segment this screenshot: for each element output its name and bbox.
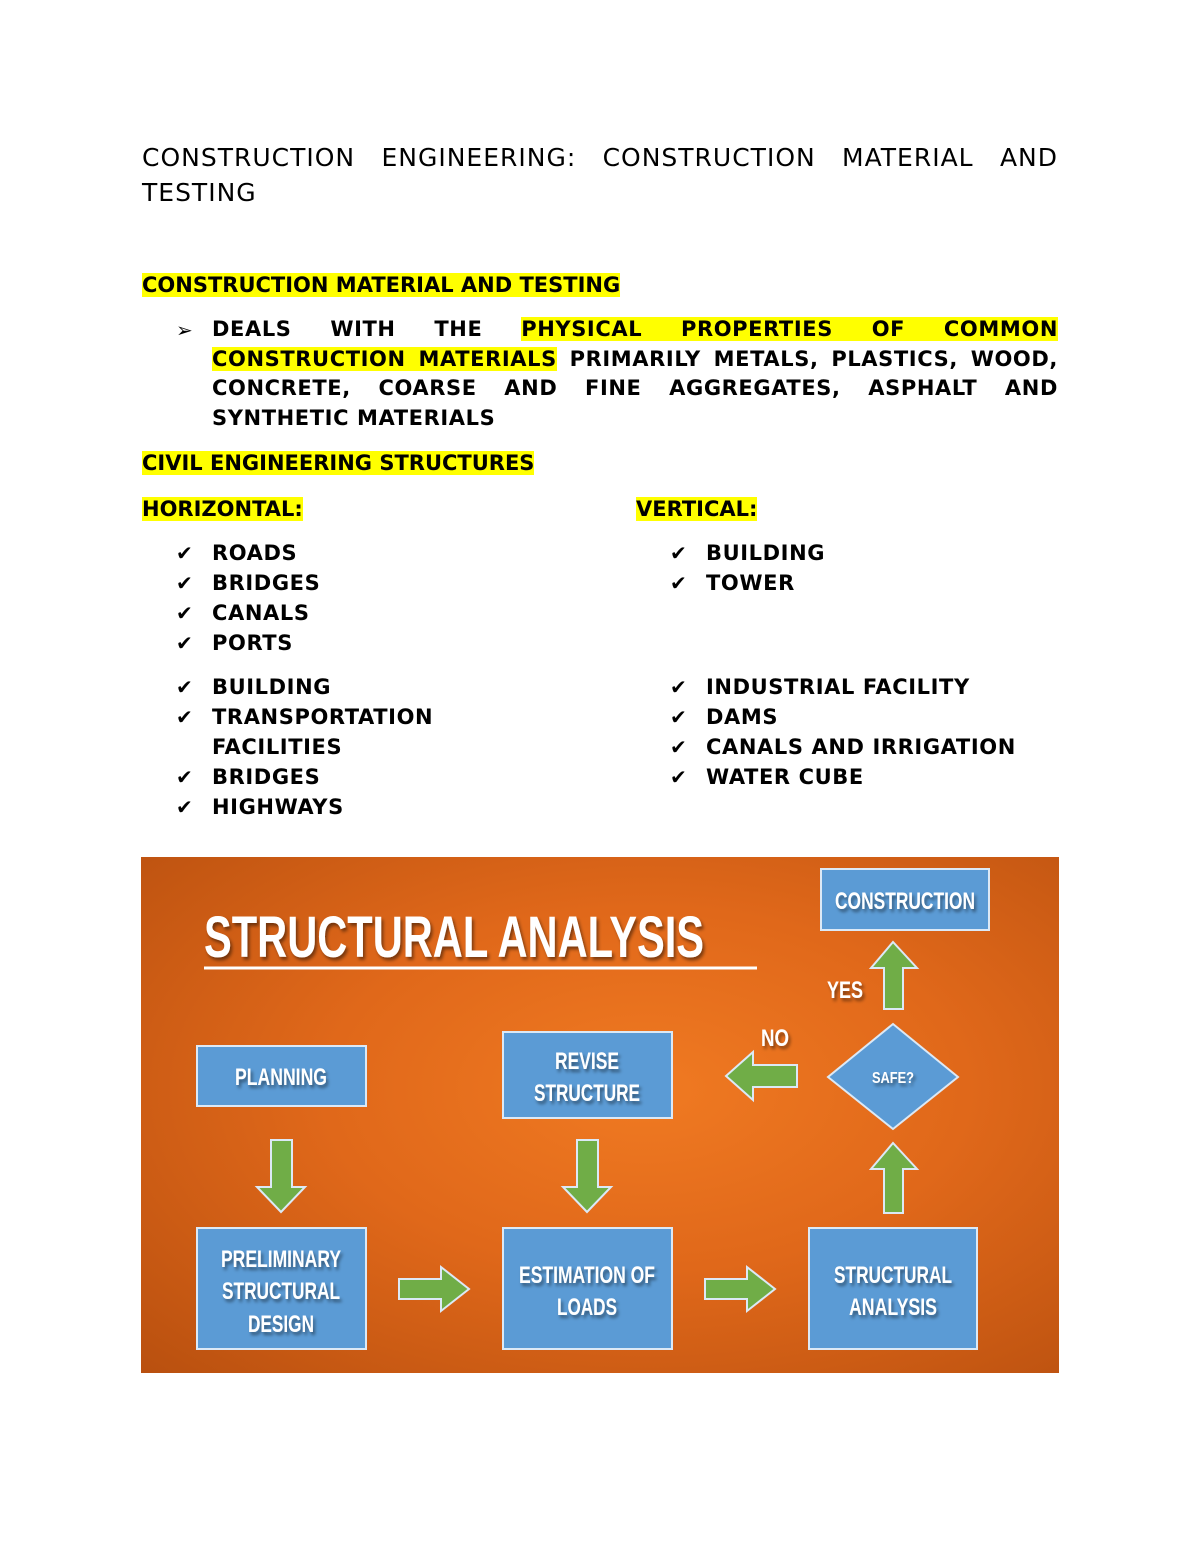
check-icon: ✔ [176,705,194,729]
list-item [670,732,1058,762]
check-icon: ✔ [670,675,688,699]
preliminary-label: PRELIMINARY [221,1246,341,1273]
list-item-label: DAMS [706,705,779,729]
list-item [176,538,496,568]
list-item [670,762,1058,792]
section-heading-materials-text: CONSTRUCTION MATERIAL AND TESTING [142,273,621,297]
check-icon: ✔ [670,735,688,759]
list-item-label: HIGHWAYS [212,795,344,819]
list-item [670,672,1058,702]
right-arrow-icon [705,1267,775,1311]
list-item-label: CANALS AND IRRIGATION [706,735,1016,759]
list-item-label: WATER CUBE [706,765,864,789]
structure-label: STRUCTURE [534,1080,640,1107]
check-icon: ✔ [670,765,688,789]
list-item [176,792,476,822]
check-icon: ✔ [176,571,194,595]
check-icon: ✔ [176,795,194,819]
horizontal-heading [142,496,303,522]
document-title: CONSTRUCTION ENGINEERING: CONSTRUCTION MATERIAL AND TESTING [142,143,1058,207]
vertical-list [670,538,1058,598]
list-item-label: BUILDING [212,675,332,699]
check-icon: ✔ [176,601,194,625]
safe-label: SAFE? [872,1070,914,1087]
list-item-label: CANALS [212,601,310,625]
planning-label: PLANNING [235,1064,327,1091]
materials-paragraph [212,315,1058,433]
check-icon: ✔ [176,631,194,655]
check-icon: ✔ [176,675,194,699]
estimation-label: ESTIMATION OF [519,1262,655,1289]
yes-label: YES [827,977,863,1004]
up-arrow-icon [871,1143,917,1213]
horizontal-heading-text: HORIZONTAL: [142,497,303,521]
list-item [176,628,496,658]
list-item-label: TOWER [706,571,795,595]
list-item-label: BUILDING [706,541,826,565]
arrow-bullet-icon: ➢ [176,318,193,342]
structural-analysis-diagram [141,857,1059,1373]
check-icon: ✔ [176,541,194,565]
para-suffix: PRIMARILY METALS, PLASTICS, WOOD, CONCRETE, COARSE AND FINE AGGREGATES, ASPHALT AND SYNTHETIC MATERIALS [212,346,1058,430]
list-item [176,598,496,628]
structural-label: STRUCTURAL [222,1278,340,1305]
right-arrow-icon [399,1267,469,1311]
list-item-label: TRANSPORTATION FACILITIES [212,705,434,759]
down-arrow-icon [257,1140,305,1212]
horizontal-list [176,538,496,658]
check-icon: ✔ [670,541,688,565]
section-heading-structures [142,450,534,476]
list-item [670,702,1058,732]
list-item [176,672,476,702]
revise-label: REVISE [555,1048,619,1075]
list-item [670,538,1058,568]
list-item-label: BRIDGES [212,571,321,595]
list-item [670,568,1058,598]
design-label: DESIGN [248,1311,314,1338]
check-icon: ✔ [670,571,688,595]
horizontal-examples-list [176,672,476,822]
list-item-label: INDUSTRIAL FACILITY [706,675,970,699]
list-item [176,568,496,598]
vertical-heading [636,496,757,522]
list-item-label: PORTS [212,631,293,655]
list-item [176,702,476,762]
construction-label: CONSTRUCTION [835,888,975,915]
list-item-label: ROADS [212,541,298,565]
para-prefix: DEALS WITH THE [212,317,522,341]
list-item [176,762,476,792]
section-heading-structures-text: CIVIL ENGINEERING STRUCTURES [142,451,535,475]
structural-analysis-label-1: STRUCTURAL [834,1262,952,1289]
up-arrow-icon [871,942,917,1009]
check-icon: ✔ [176,765,194,789]
list-item-label: BRIDGES [212,765,321,789]
structural-analysis-label-2: ANALYSIS [849,1294,937,1321]
loads-label: LOADS [557,1294,617,1321]
section-heading-materials [142,272,620,298]
para-highlight: PHYSICAL PROPERTIES OF COMMON CONSTRUCTION MATERIALS [212,317,1058,371]
left-arrow-icon [726,1052,797,1100]
no-label: NO [761,1025,789,1052]
down-arrow-icon [563,1140,611,1212]
vertical-heading-text: VERTICAL: [636,497,758,521]
diagram-canvas [141,857,1059,1373]
check-icon: ✔ [670,705,688,729]
diagram-title: STRUCTURAL ANALYSIS [204,905,704,970]
vertical-examples-list [670,672,1058,792]
